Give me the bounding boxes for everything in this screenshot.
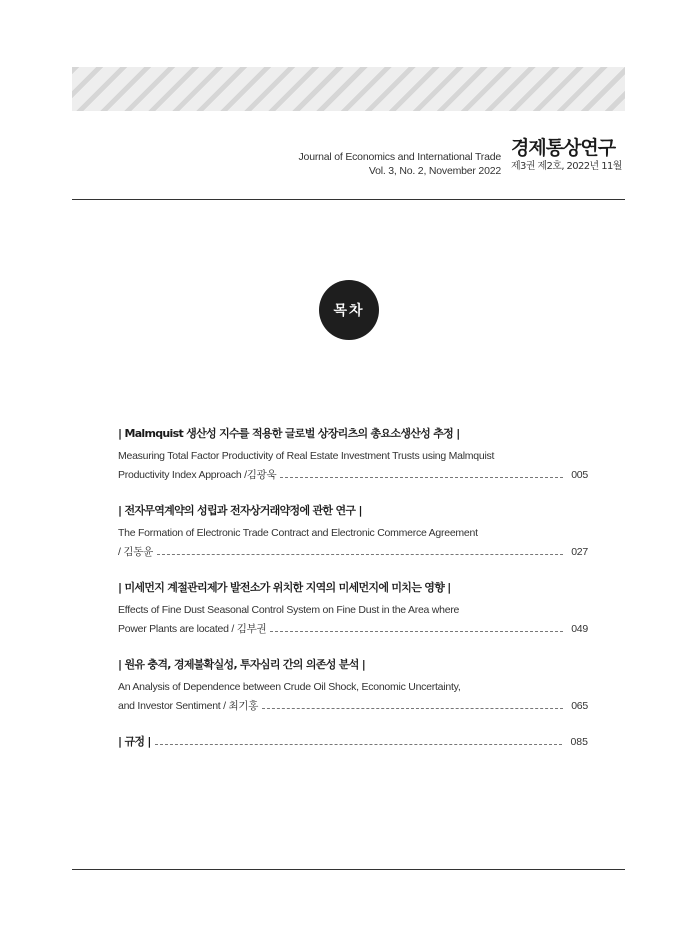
entry-page-number: 049 (571, 623, 588, 635)
entry-title-ko: | 미세먼지 계절관리제가 발전소가 위치한 지역의 미세먼지에 미치는 영향 | (118, 581, 451, 594)
toc-badge: 목차 (319, 280, 379, 340)
dotted-leader (280, 477, 563, 478)
entry-title-ko: | 규정 | (118, 735, 151, 748)
dotted-leader (155, 744, 563, 745)
entry-title-en-line1: Effects of Fine Dust Seasonal Control System on Fine Dust in the Area where (118, 604, 460, 616)
journal-issue-ko: 제3권 제2호, 2022년 11월 (511, 161, 622, 172)
journal-title-en: Journal of Economics and International Trade (298, 151, 501, 163)
entry-title-en-line1: Measuring Total Factor Productivity of Real Estate Investment Trusts using Malmquist (118, 450, 495, 462)
dotted-leader (262, 708, 563, 709)
entry-leader-line (118, 620, 588, 639)
entry-page-number: 027 (571, 546, 588, 558)
header-rule (72, 199, 625, 200)
toc-entry[interactable] (118, 657, 588, 716)
entry-page-number: 065 (571, 700, 588, 712)
entry-title-en-line2: / 김동윤 (118, 546, 154, 558)
table-of-contents (118, 426, 588, 768)
entry-title-en-line1: An Analysis of Dependence between Crude Oil Shock, Economic Uncertainty, (118, 681, 461, 693)
toc-entry[interactable] (118, 580, 588, 639)
entry-leader-line (118, 697, 588, 716)
entry-title-en-line1: The Formation of Electronic Trade Contract and Electronic Commerce Agreement (118, 527, 478, 539)
toc-entry[interactable] (118, 503, 588, 562)
entry-title-en-line2: Productivity Index Approach /김광욱 (118, 469, 277, 481)
footer-rule (72, 869, 625, 870)
entry-leader-line (118, 543, 588, 562)
dotted-leader (270, 631, 563, 632)
journal-header-english (299, 150, 502, 178)
entry-title-ko: | Malmquist 생산성 지수를 적용한 글로벌 상장리츠의 총요소생산성 추정 | (118, 427, 460, 440)
journal-title-ko: 경제통상연구 (511, 137, 616, 159)
entry-title-en-line2: Power Plants are located / 김부권 (118, 623, 267, 635)
decorative-hatch-band (72, 67, 625, 111)
toc-entry-rules[interactable] (118, 734, 588, 750)
journal-issue-en: Vol. 3, No. 2, November 2022 (368, 165, 501, 177)
entry-page-number: 005 (571, 469, 588, 481)
journal-header-korean (511, 136, 622, 174)
entry-title-ko: | 원유 충격, 경제불확실성, 투자심리 간의 의존성 분석 | (118, 658, 366, 671)
entry-title-ko: | 전자무역계약의 성립과 전자상거래약정에 관한 연구 | (118, 504, 362, 517)
dotted-leader (157, 554, 563, 555)
toc-entry[interactable] (118, 426, 588, 485)
entry-leader-line (118, 466, 588, 485)
entry-title-en-line2: and Investor Sentiment / 최기홍 (118, 700, 259, 712)
entry-page-number: 085 (570, 736, 588, 748)
